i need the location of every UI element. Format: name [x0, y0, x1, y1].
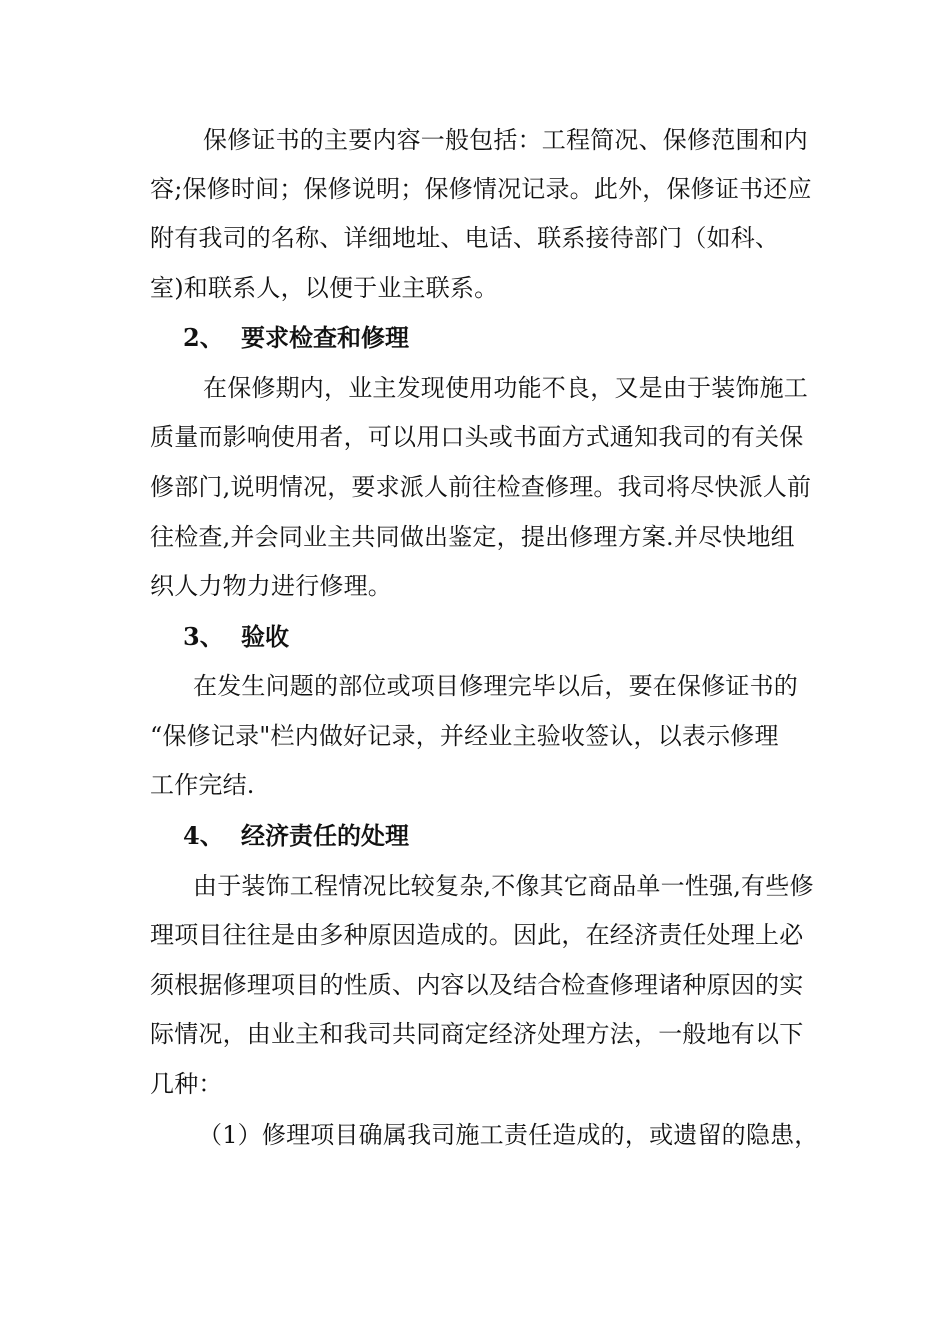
paragraph-line: “保修记录"栏内做好记录，并经业主验收签认，以表示修理 [150, 722, 779, 750]
section-heading-2 [183, 323, 409, 353]
section-number: 3、 [183, 622, 224, 651]
paragraph-line: 附有我司的名称、详细地址、电话、联系接待部门（如科、 [150, 224, 780, 252]
list-item-1: （1）修理项目确属我司施工责任造成的，或遗留的隐患， [198, 1121, 819, 1149]
section-number: 4、 [183, 821, 224, 850]
paragraph-line: 保修证书的主要内容一般包括：工程简况、保修范围和内 [203, 126, 808, 154]
paragraph-line: 须根据修理项目的性质、内容以及结合检查修理诸种原因的实 [150, 971, 804, 999]
paragraph-line: 几种： [150, 1070, 223, 1098]
paragraph-line: 在保修期内，业主发现使用功能不良，又是由于装饰施工 [203, 374, 808, 402]
section-heading-3 [183, 622, 289, 652]
section-number: 2、 [183, 323, 224, 352]
paragraph-line: 际情况，由业主和我司共同商定经济处理方法，一般地有以下 [150, 1020, 804, 1048]
paragraph-line: 在发生问题的部位或项目修理完毕以后，要在保修证书的 [193, 672, 798, 700]
paragraph-line: 修部门,说明情况，要求派人前往检查修理。我司将尽快派人前 [150, 473, 812, 501]
paragraph-line: 室)和联系人，以便于业主联系。 [150, 274, 499, 302]
paragraph-line: 容;保修时间；保修说明；保修情况记录。此外，保修证书还应 [150, 175, 812, 203]
paragraph-line: 由于装饰工程情况比较复杂,不像其它商品单一性强,有些修 [193, 872, 814, 900]
section-title: 经济责任的处理 [241, 821, 409, 850]
section-title: 要求检查和修理 [241, 323, 409, 352]
paragraph-line: 工作完结. [150, 771, 255, 799]
paragraph-line: 理项目往往是由多种原因造成的。因此，在经济责任处理上必 [150, 921, 804, 949]
paragraph-line: 往检查,并会同业主共同做出鉴定，提出修理方案.并尽快地组 [150, 523, 795, 551]
section-title: 验收 [241, 622, 289, 651]
paragraph-line: 质量而影响使用者，可以用口头或书面方式通知我司的有关保 [150, 423, 804, 451]
paragraph-line: 织人力物力进行修理。 [150, 572, 392, 600]
section-heading-4 [183, 821, 409, 851]
